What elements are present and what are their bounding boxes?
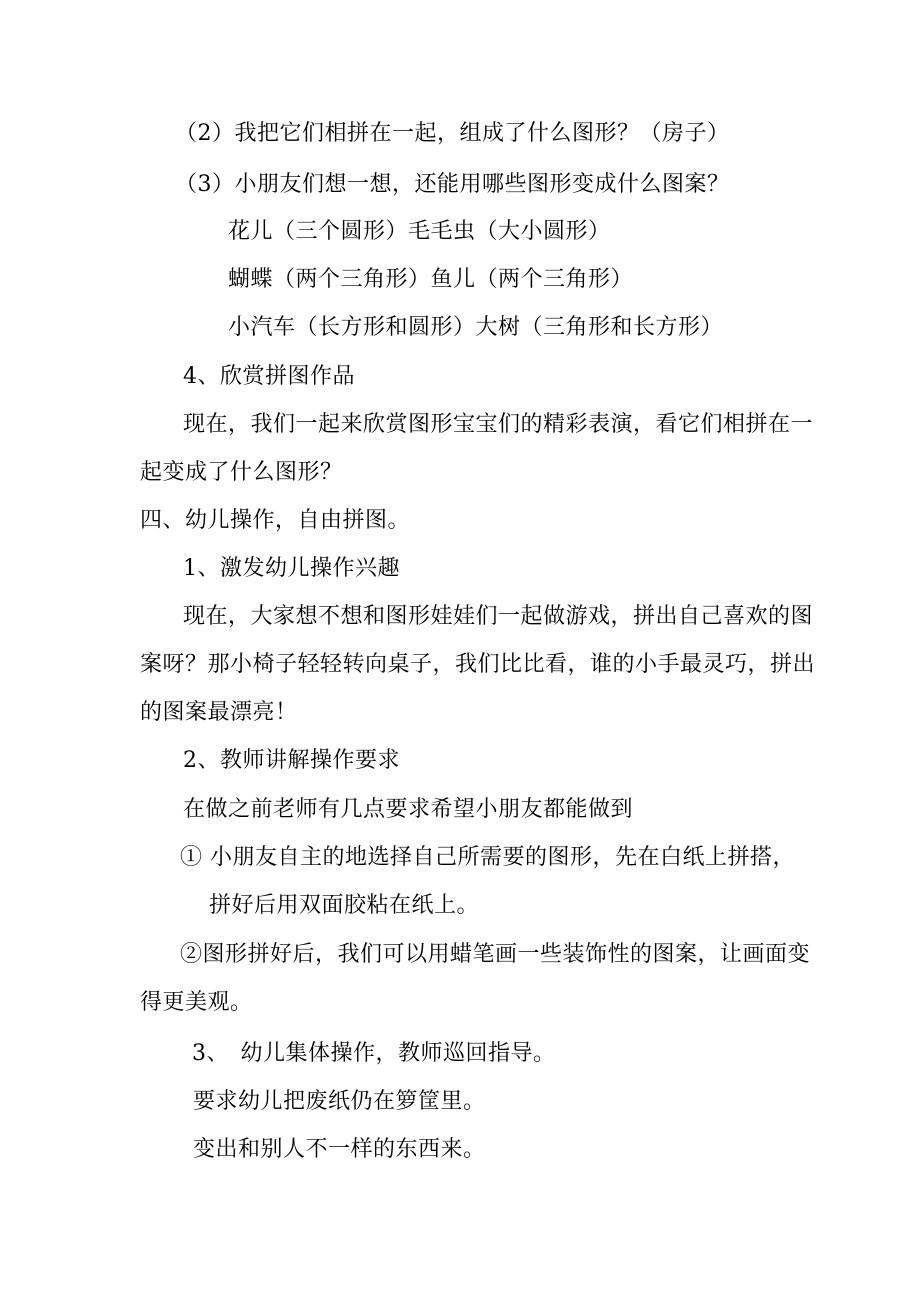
text-line: 起变成了什么图形？ (140, 460, 343, 485)
list-item: ②图形拼好后，我们可以用蜡笔画一些装饰性的图案，让画面变 (180, 942, 811, 967)
text-line: 要求幼儿把废纸仍在箩筐里。 (193, 1089, 486, 1114)
text-line: 的图案最漂亮！ (140, 700, 298, 725)
text-line: 在做之前老师有几点要求希望小朋友都能做到 (183, 797, 634, 822)
text-line: 现在，大家想不想和图形娃娃们一起做游戏，拼出自己喜欢的图 (183, 604, 814, 629)
text-line: （3）小朋友们想一想，还能用哪些图形变成什么图案？ (175, 172, 730, 197)
text-line: 蝴蝶（两个三角形）鱼儿（两个三角形） (228, 267, 634, 292)
section-heading: 2、教师讲解操作要求 (183, 748, 400, 773)
text-line: 小汽车（长方形和圆形）大树（三角形和长方形） (228, 315, 724, 340)
section-heading: 四、幼儿操作，自由拼图。 (140, 508, 411, 533)
section-heading: 1、激发幼儿操作兴趣 (183, 556, 400, 581)
text-line: （2）我把它们相拼在一起，组成了什么图形？（房子） (175, 121, 730, 146)
text-line: 现在，我们一起来欣赏图形宝宝们的精彩表演，看它们相拼在一 (183, 412, 814, 437)
text-line: 案呀？那小椅子轻轻转向桌子，我们比比看，谁的小手最灵巧，拼出 (140, 652, 816, 677)
section-heading: 3、 幼儿集体操作，教师巡回指导。 (192, 1041, 556, 1066)
list-item: ① 小朋友自主的地选择自己所需要的图形，先在白纸上拼搭， (180, 845, 795, 870)
text-line: 变出和别人不一样的东西来。 (193, 1137, 486, 1162)
text-line: 得更美观。 (140, 990, 253, 1015)
section-heading: 4、欣赏拼图作品 (183, 364, 355, 389)
text-line: 拼好后用双面胶粘在纸上。 (209, 893, 480, 918)
text-line: 花儿（三个圆形）毛毛虫（大小圆形） (228, 219, 611, 244)
